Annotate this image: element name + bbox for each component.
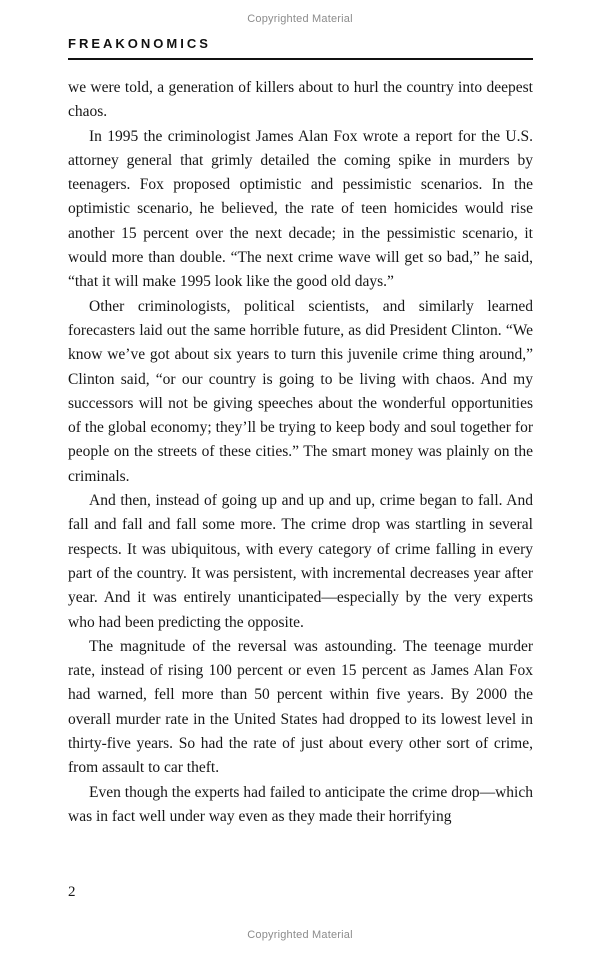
copyright-notice-top: Copyrighted Material: [247, 13, 353, 25]
running-header: [68, 36, 533, 60]
page-number: 2: [68, 884, 76, 900]
paragraph: And then, instead of going up and up and up, crime began to fall. And fall and fall and fall some more. The crime drop was startling in several respects. It was ubiquitous, with every category of crime falling in every part of the country. It was persistent, with incremental decreases year after year. And it was entirely unanticipated—especially by the very experts who had been predicting the opposite.: [68, 492, 533, 631]
copyright-notice-bottom: Copyrighted Material: [247, 929, 353, 941]
paragraph: Other criminologists, political scientists, and similarly learned forecasters laid out the same horrible future, as did President Clinton. “We know we’ve got about six years to turn this juvenile crime thing around,” Clinton said, “or our country is going to be living with chaos. And my successors will not be giving speeches about the wonderful opportunities of the global economy; they’ll be trying to keep body and soul together for people on the streets of these cities.” The smart money was plainly on the criminals.: [68, 297, 533, 485]
paragraph: we were told, a generation of killers about to hurl the country into deepest chaos.: [68, 79, 533, 121]
paragraph: In 1995 the criminologist James Alan Fox wrote a report for the U.S. attorney general that grimly detailed the coming spike in murders by teenagers. Fox proposed optimistic and pessimistic scenarios. In the optimistic scenario, he believed, the rate of teen homicides would rise another 15 percent over the next decade; in the pessimistic scenario, it would more than double. “The next crime wave will get so bad,” he said, “that it will make 1995 look like the good old days.”: [68, 127, 533, 291]
page-body: [68, 76, 533, 829]
paragraph: The magnitude of the reversal was astounding. The teenage murder rate, instead of rising 100 percent or even 15 percent as James Alan Fox had warned, fell more than 50 percent within five years. By 2000 the overall murder rate in the United States had dropped to its lowest level in thirty-five years. So had the rate of just about every other sort of crime, from assault to car theft.: [68, 637, 533, 777]
book-title: FREAKONOMICS: [68, 36, 211, 51]
paragraph: Even though the experts had failed to anticipate the crime drop—which was in fact well under way even as they made their horrifying: [68, 783, 533, 825]
